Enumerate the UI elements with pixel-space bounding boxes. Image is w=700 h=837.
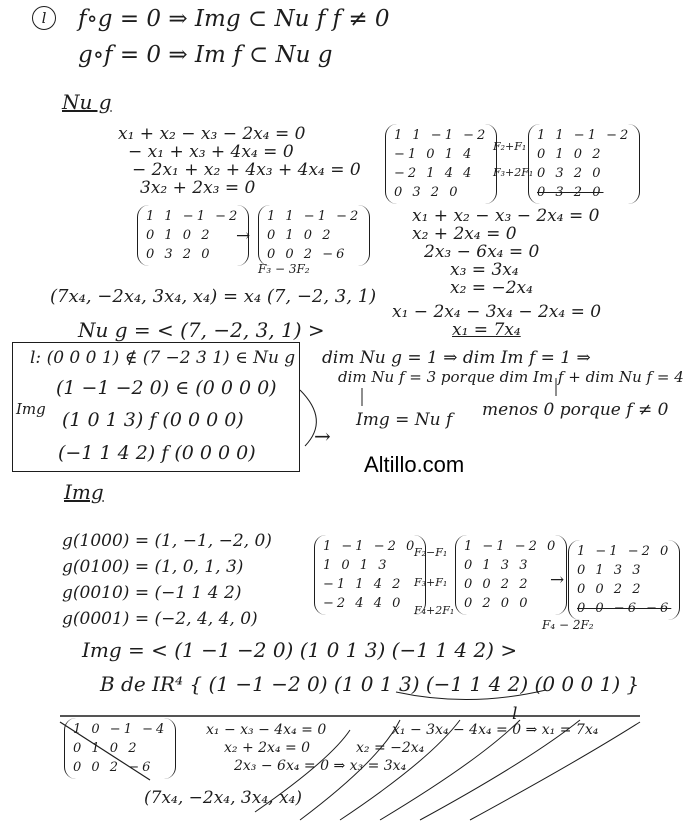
image-line: g(0100) = (1, 0, 1, 3) <box>62 557 244 577</box>
img-heading: Img <box>64 480 104 504</box>
matrix-row: −1 0 1 4 <box>394 147 475 162</box>
boxed-row: (1 0 1 3) f (0 0 0 0) <box>62 409 244 431</box>
nug-param: (7x₄, −2x₄, 3x₄, x₄) = x₄ (7, −2, 3, 1) <box>50 286 377 307</box>
note-line: dim Nu f = 3 porque dim Im f + dim Nu f = 4 <box>338 368 684 386</box>
reduced-eq: 2x₃ − 6x₄ = 0 <box>424 242 540 262</box>
boxed-row: (−1 1 4 2) f (0 0 0 0) <box>58 442 256 464</box>
nug-solve: x₁ = 7x₄ <box>452 320 521 340</box>
matrix-row: −2 1 4 4 <box>394 166 475 181</box>
matrix-row: 1 −1 −2 0 <box>577 544 672 559</box>
img-op: F₂−F₁ <box>414 546 448 559</box>
img-basis-mark: l <box>512 704 518 724</box>
crossed-eq: 2x₃ − 6x₄ = 0 ⇒ x₃ = 3x₄ <box>234 758 407 774</box>
crossed-eq: x₁ − 3x₄ − 4x₄ = 0 ⇒ x₁ = 7x₄ <box>392 722 599 738</box>
img-span: Img = < (1 −1 −2 0) (1 0 1 3) (−1 1 4 2) > <box>82 638 518 662</box>
system-eq: − 2x₁ + x₂ + 4x₃ + 4x₄ = 0 <box>132 160 361 180</box>
reduced-eq: x₃ = 3x₄ <box>450 260 519 280</box>
matrix-row: −1 1 4 2 <box>323 577 404 592</box>
img-op-c: F₄ − 2F₂ <box>542 618 594 632</box>
matrix-row: 0 1 0 2 <box>73 741 140 756</box>
header-line-2: g∘f = 0 ⇒ Im f ⊂ Nu g <box>78 42 333 68</box>
note-line: menos 0 porque f ≠ 0 <box>482 400 669 420</box>
matrix-row: 1 1 −1 −2 <box>267 209 362 224</box>
arrow: → <box>550 570 565 590</box>
nug-heading: Nu g <box>62 90 112 114</box>
matrix-row: 1 −1 −2 0 <box>323 539 418 554</box>
matrix-row: 0 1 0 2 <box>267 228 334 243</box>
matrix-row: 1 1 −1 −2 <box>146 209 241 224</box>
nug-op-d: F₃ − 3F₂ <box>258 262 310 276</box>
matrix-row: 0 3 2 0 <box>537 166 604 181</box>
matrix-row: 0 3 2 0 <box>146 247 213 262</box>
crossed-eq: x₂ + 2x₄ = 0 <box>224 740 311 756</box>
watermark: Altillo.com <box>364 452 465 477</box>
note-line: Img = Nu f <box>356 410 453 430</box>
crossed-eq: x₁ − x₃ − 4x₄ = 0 <box>206 722 327 738</box>
image-line: g(0010) = (−1 1 4 2) <box>62 583 242 603</box>
system-eq: 3x₂ + 2x₃ = 0 <box>140 178 256 198</box>
matrix-row: 1 1 −1 −2 <box>537 128 632 143</box>
matrix-row: 0 1 3 3 <box>464 558 531 573</box>
matrix-row: 1 0 −1 −4 <box>73 722 168 737</box>
matrix-row: 0 3 2 0 <box>537 185 604 200</box>
boxed-row: l: (0 0 0 1) ∉ (7 −2 3 1) ∈ Nu g <box>30 348 296 368</box>
boxed-side-label: Img <box>16 400 46 418</box>
boxed-arrow: → <box>314 424 331 448</box>
image-line: g(1000) = (1, −1, −2, 0) <box>62 531 272 551</box>
matrix-row: 1 −1 −2 0 <box>464 539 559 554</box>
nug-solve: x₁ − 2x₄ − 3x₄ − 2x₄ = 0 <box>392 302 602 322</box>
matrix-row: 1 0 1 3 <box>323 558 390 573</box>
system-eq: − x₁ + x₃ + 4x₄ = 0 <box>128 142 294 162</box>
matrix-row: −2 4 4 0 <box>323 596 404 611</box>
matrix-row: 0 0 −6 −6 <box>577 601 672 616</box>
matrix-row: 0 0 2 2 <box>464 577 531 592</box>
matrix-row: 0 1 3 3 <box>577 563 644 578</box>
crossed-tuple: (7x₄, −2x₄, 3x₄, x₄) <box>144 788 302 808</box>
nug-op: F₂+F₁ <box>493 140 527 153</box>
matrix-row: 1 1 −1 −2 <box>394 128 489 143</box>
matrix-row: 0 1 0 2 <box>146 228 213 243</box>
matrix-row: 0 0 2 −6 <box>73 760 154 775</box>
header-line-1: f∘g = 0 ⇒ Img ⊂ Nu f f ≠ 0 <box>78 6 390 32</box>
matrix-row: 0 0 2 −6 <box>267 247 348 262</box>
matrix-row: 0 0 2 2 <box>577 582 644 597</box>
reduced-eq: x₂ = −2x₄ <box>450 278 533 298</box>
img-op: F₃+F₁ <box>414 576 448 589</box>
matrix-row: 0 2 0 0 <box>464 596 531 611</box>
crossed-eq: x₂ = −2x₄ <box>356 740 425 756</box>
img-basis: B de IR⁴ { (1 −1 −2 0) (1 0 1 3) (−1 1 4 2) (0 0 0 1) } <box>100 672 640 696</box>
img-op: F₄+2F₁ <box>414 604 455 617</box>
matrix-row: 0 3 2 0 <box>394 185 461 200</box>
system-eq: x₁ + x₂ − x₃ − 2x₄ = 0 <box>118 124 306 144</box>
note-line: dim Nu g = 1 ⇒ dim Im f = 1 ⇒ <box>322 348 591 368</box>
boxed-row: (1 −1 −2 0) ∈ (0 0 0 0) <box>56 377 277 399</box>
nug-op: F₃+2F₁ <box>493 166 534 179</box>
reduced-eq: x₁ + x₂ − x₃ − 2x₄ = 0 <box>412 206 600 226</box>
matrix-row: 0 1 0 2 <box>537 147 604 162</box>
reduced-eq: x₂ + 2x₄ = 0 <box>412 224 517 244</box>
item-number: l <box>32 6 56 30</box>
arrow: → <box>236 226 251 246</box>
nug-span: Nu g = < (7, −2, 3, 1) > <box>78 318 325 342</box>
image-line: g(0001) = (−2, 4, 4, 0) <box>62 609 258 629</box>
